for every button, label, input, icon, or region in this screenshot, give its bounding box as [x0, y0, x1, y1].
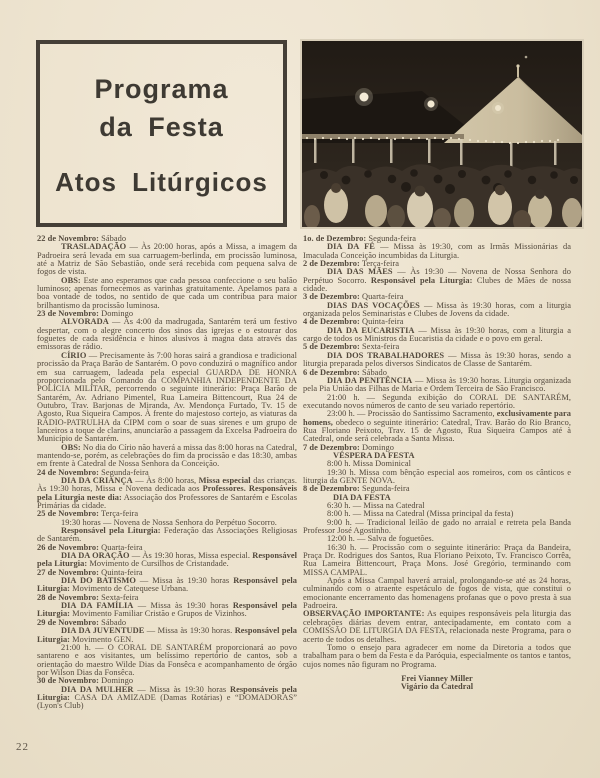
text-segment: Domingo — [99, 676, 134, 686]
text-segment: 5 de Dezembro: — [303, 342, 360, 352]
text-block — [37, 627, 297, 644]
text-segment: Missa especial — [198, 475, 251, 485]
text-segment: Sábado — [359, 367, 387, 377]
text-block — [37, 527, 297, 544]
text-segment: 6 de Dezembro: — [303, 367, 360, 377]
text-block — [303, 268, 571, 293]
text-block — [303, 610, 571, 643]
text-segment: No dia do Círio não haverá a missa das 8:00 horas na Catedral, mantendo-se, porém, as celebrações do fim da procissão e das 18:30, ambas em frente à Catedral de Nossa Senhora da Conceição. — [37, 442, 297, 469]
text-segment: Quinta-feira — [359, 317, 404, 327]
text-block — [37, 352, 297, 444]
text-block — [303, 377, 571, 394]
text-segment: — Às 20:00 horas, após a Missa, a imagem da Padroeira será levada em sua carruagem-berlinda, em procissão luminosa, até a Matriz de São Sebastião, onde será recebida com pequena salva de fogos de vista. — [37, 242, 297, 277]
text-segment: ALVORADA — [61, 317, 109, 327]
text-segment: DIAS DAS VOCAÇÕES — [327, 300, 420, 310]
text-segment: DIA DO BATISMO — [61, 576, 136, 586]
title-box — [36, 40, 287, 227]
text-segment: DIA DA FESTA — [333, 492, 391, 502]
text-segment: 7 de Dezembro: — [303, 442, 360, 452]
text-segment: 1o. de Dezembro: — [303, 234, 367, 243]
text-block — [303, 519, 571, 536]
text-segment: 28 de Novembro: — [37, 592, 100, 602]
text-segment: — Missa às 19:30 horas, com a liturgia organizada pelos Seminaristas e Clubes de Jovens da cidade. — [303, 300, 572, 319]
text-segment: 6:30 h. — Missa na Catedral — [327, 501, 425, 510]
text-block — [37, 686, 297, 711]
text-block — [303, 352, 571, 369]
text-segment: DIA DOS TRABALHADORES — [327, 350, 445, 360]
text-segment: Movimento GEN. — [70, 634, 134, 644]
text-segment: 16:30 h. — Procissão com o seguinte itinerário: Praça da Bandeira, Praça Dr. Rodrigues dos Santos, Rua Floriano Peixoto, Tv. Francisco Corrêa, Rua Lameira Bittencourt, Praça Mons. José Gregório, terminando com MISSA CAMPAL. — [303, 542, 571, 577]
text-segment: OBS: — [61, 442, 81, 452]
text-segment: Quinta-feira — [99, 567, 143, 577]
text-segment: Movimento de Catequese Urbana. — [70, 584, 189, 594]
text-segment: OBS: — [61, 275, 81, 285]
text-segment: Responsável pela Liturgia: — [37, 551, 297, 569]
text-segment: CASA DA AMIZADE (Damas Rotárias) e “DOMADORAS” (Lyon's Club) — [37, 692, 297, 711]
text-block — [303, 469, 571, 486]
text-block — [303, 302, 571, 319]
page-number: 22 — [16, 741, 29, 753]
text-segment: Responsável pela Liturgia: — [37, 601, 297, 619]
text-segment: Responsável pela Liturgia: — [37, 576, 297, 594]
text-segment: TRASLADAÇÃO — [61, 242, 127, 252]
text-segment: — Missa às 19:30 horas, com a liturgia a cargo de todos os Ministros da Eucaristia da cidade e o povo em geral. — [303, 325, 571, 344]
text-segment: — Missa às 19:30 horas. Liturgia organizada pela Pia União das Filhas de Maria e Ordem Terceira de São Francisco. — [303, 375, 572, 394]
text-segment: Domingo — [99, 309, 134, 319]
text-segment: Responsável pela Liturgia: — [37, 626, 297, 644]
text-segment: 8 de Dezembro: — [303, 484, 360, 494]
text-segment: Vigário da Catedral — [400, 682, 474, 692]
text-segment: Responsáveis pela Liturgia: — [37, 684, 297, 702]
text-block — [37, 644, 297, 677]
text-segment: DIA DA JUVENTUDE — [61, 626, 145, 636]
text-segment: CÍRIO — [61, 350, 87, 360]
text-segment: OBSERVAÇÃO IMPORTANTE: — [303, 609, 425, 619]
text-block — [303, 683, 571, 691]
text-block — [303, 243, 571, 260]
page-title-line2: da Festa — [99, 112, 224, 142]
text-segment: Responsável pela Liturgia: — [370, 275, 473, 285]
text-segment: — Missa às 19:30 horas. — [144, 626, 235, 636]
text-segment: Movimento de Cursilhos de Cristandade. — [87, 559, 229, 569]
text-segment: 23:00 h. — Procissão do Santíssimo Sacramento, — [327, 409, 497, 419]
left-column — [37, 235, 297, 711]
text-segment: — Às 19:30 horas, Missa especial. — [129, 551, 253, 561]
text-segment: DIA DA ORAÇÃO — [61, 551, 130, 561]
text-segment: DIA DA CRIANÇA — [61, 475, 133, 485]
text-block — [37, 577, 297, 594]
text-segment: Sexta-feira — [99, 592, 139, 602]
text-segment: Quarta-feira — [99, 542, 143, 552]
text-segment: Sexta-feira — [359, 342, 400, 352]
text-segment: 2 de Dezembro: — [303, 259, 360, 269]
text-block — [303, 577, 571, 610]
text-segment: DIA DA PENITÊNCIA — [327, 375, 413, 385]
text-segment: Após a Missa Campal haverá arraial, prolongando-se até as 24 horas, culminando com o atraente espetáculo de fogos de vista, que constitui o emocionante encerramento das homenagens profanas que o povo presta à sua Padroeira. — [303, 576, 571, 611]
text-block — [303, 327, 571, 344]
text-segment: 19:30 horas — Novena de Nossa Senhora do Perpétuo Socorro. — [61, 517, 277, 527]
text-block — [37, 444, 297, 469]
text-segment: Terça-feira — [359, 259, 399, 269]
text-segment: DIA DA FÉ — [327, 242, 375, 252]
text-segment: 21:00 h. — Segunda exibição do CORAL DE SANTARÉM, executando novos números de canto de seu variado repertório. — [303, 392, 571, 410]
text-block — [37, 477, 297, 510]
text-segment: VÉSPERA DA FESTA — [333, 450, 415, 460]
text-segment: DIA DA MULHER — [61, 684, 134, 694]
text-segment: Movimento Familiar Cristão e Grupos de Vizinhos. — [70, 609, 247, 619]
text-segment: Segunda-feira — [99, 467, 149, 477]
text-segment: As equipes responsáveis pela liturgia das celebrações diárias devem entrar, antecipadamente, em contato com a COMISSÃO DE LITURGIA DA FESTA, relacionada neste Programa, para o acerto de todos os detalhes. — [303, 609, 572, 644]
text-segment: DIA DA FAMÍLIA — [61, 601, 134, 611]
text-segment: DIA DAS MÃES — [327, 267, 393, 277]
text-segment: — Missa às 19:30 horas — [135, 576, 234, 586]
text-segment: — Missa às 19:30 horas, sendo a liturgia preparada pelos diversos Sindicatos de Classe de Santarém. — [303, 350, 571, 369]
text-segment: Segunda-feira — [359, 484, 410, 494]
text-segment: Domingo — [359, 442, 394, 452]
text-segment: Sábado — [99, 234, 127, 243]
text-segment: 8:00 h. — Missa na Catedral (Missa principal da festa) — [327, 509, 514, 519]
text-segment: 4 de Dezembro: — [303, 317, 360, 327]
text-segment: Clubes de Mães de nossa cidade. — [303, 275, 572, 294]
text-segment: Frei Vianney Miller — [401, 673, 473, 683]
page-title-line1: Programa — [94, 74, 229, 104]
text-segment: 26 de Novembro: — [37, 542, 100, 552]
text-segment: obedeco o seguinte itinerário: Catedral, Trav. Barão do Rio Branco, Rua Floriano Peixoto, Trav. 15 de Agosto, Rua Siqueira Campos até à Catedral, onde será celebrada a Santa Missa. — [303, 417, 571, 444]
text-segment: Responsável pela Liturgia: — [61, 526, 161, 536]
text-segment: Terça-feira — [99, 509, 139, 519]
text-block — [37, 318, 297, 351]
text-segment: — Às 8:00 horas, — [132, 475, 199, 485]
text-segment: 30 de Novembro: — [37, 676, 100, 686]
text-block — [303, 394, 571, 411]
text-segment: Sábado — [99, 617, 127, 627]
text-segment: Federação das Associações Religiosas de Santarém. — [37, 526, 297, 544]
text-block — [37, 277, 297, 310]
text-segment: — Missa às 19:30 horas — [133, 601, 233, 611]
text-block — [37, 602, 297, 619]
text-segment: DIA DA EUCARISTIA — [327, 325, 415, 335]
text-segment: 25 de Novembro: — [37, 509, 100, 519]
text-segment: 24 de Novembro: — [37, 467, 100, 477]
text-block — [303, 644, 571, 669]
text-segment: 21:00 h. — O CORAL DE SANTARÉM proporcionará ao povo santareno e aos visitantes, um belíssimo repertório de cantos, sob a orientação do maestro Wilde Dias da Fonsêca e acompanhamento de órgão por Wilson Dias da Fonsêca. — [37, 642, 297, 677]
text-segment: Este ano esperamos que cada pessoa confeccione o seu balão luminoso; apenas fornecemos as varinhas gratuitamente. Apelamos para a boa vontade de todos, no sentido de que cada um contribua para maior brilhantismo da procissão luminosa. — [37, 275, 297, 310]
text-segment: 12:00 h. — Salva de foguetões. — [327, 534, 434, 544]
text-segment: — Missa às 19:30 horas — [133, 684, 230, 694]
text-segment: — Missa às 19:30, com as Irmãs Missionárias da Imaculada Conceição incumbidas da Liturgia. — [303, 242, 571, 260]
text-segment: — Às 19:30 — Novena de Nossa Senhora do Perpétuo Socorro. — [303, 267, 572, 285]
text-segment: — Às 4:00 da madrugada, Santarém terá um festivo despertar, com o alegre concerto dos sinos das igrejas e o estourar dos foguetes de cada residência e hinos alusivos à magna data através das emissoras de rádio. — [37, 317, 297, 352]
text-segment: exclusivamente para homens, — [303, 409, 572, 427]
text-segment: 19:30 h. Missa com bênção especial aos romeiros, com os cânticos e liturgia da GENTE NOVA. — [303, 467, 571, 485]
text-segment: 9:00 h. — Tradicional leilão de gado no arraial e retreta pela Banda Professor José Agostinho. — [303, 517, 571, 536]
text-segment: — Precisamente às 7:00 horas sairá a grandiosa e tradicional procissão da Praça Barão de Santarém. O povo conduzirá o magnífico andor em sua carruagem, ladeada pela especial GUARDA DE HONRA proporcionada pelo Comando da COMPANHIA INDEPENDENTE DA POLÍCIA MILITAR, percorrendo o seguinte itinerário: Praça Barão de Santarém, Av. Adriano Pimentel, Rua Lameira Bittencourt, Rua 24 de Outubro, Trav. Barjonas de Miranda, Av. Mendonça Furtado, Tv. 15 de Agosto, Rua Siqueira Campos. À frente do majestoso cortejo, as viaturas da RÁDIO-PATRULHA da CIPM com o soar de suas sirenes e um grupo de lanceiros a toque de clarins, anunciarão a passagem da Excelsa Padroeira do Município de Santarém. — [37, 350, 297, 444]
text-block — [303, 544, 571, 577]
text-block — [37, 243, 297, 276]
right-column — [303, 235, 571, 692]
text-segment: Segunda-feira — [366, 234, 416, 243]
page-title — [40, 70, 283, 146]
text-segment: 27 de Novembro: — [37, 567, 100, 577]
text-segment: Tomo o ensejo para agradecer em nome da Diretoria a todos que trabalham para o bem da Festa e da Paróquia, especialmente os tantos e tantos, cujos nomes não figuram no Programa. — [303, 642, 571, 669]
text-segment: Professores. Responsáveis pela Liturgia neste dia: — [37, 484, 297, 502]
text-segment: 23 de Novembro: — [37, 309, 100, 319]
text-block — [37, 552, 297, 569]
text-block — [303, 410, 571, 443]
text-segment: Quarta-feira — [359, 292, 404, 302]
festival-night-photo-graphic — [302, 41, 582, 227]
text-segment: 29 de Novembro: — [37, 617, 100, 627]
festival-night-photo — [300, 39, 584, 229]
text-segment: das crianças. Às 19:30 horas, Missa e Novena dedicada aos — [37, 475, 297, 494]
text-segment: 22 de Novembro: — [37, 234, 100, 243]
text-segment: 3 de Dezembro: — [303, 292, 360, 302]
text-segment: Associação dos Professores de Santarém e Escolas Primárias da cidade. — [37, 492, 297, 510]
text-segment: 8:00 h. Missa Dominical — [327, 459, 411, 469]
page-subtitle: Atos Litúrgicos — [55, 167, 268, 197]
